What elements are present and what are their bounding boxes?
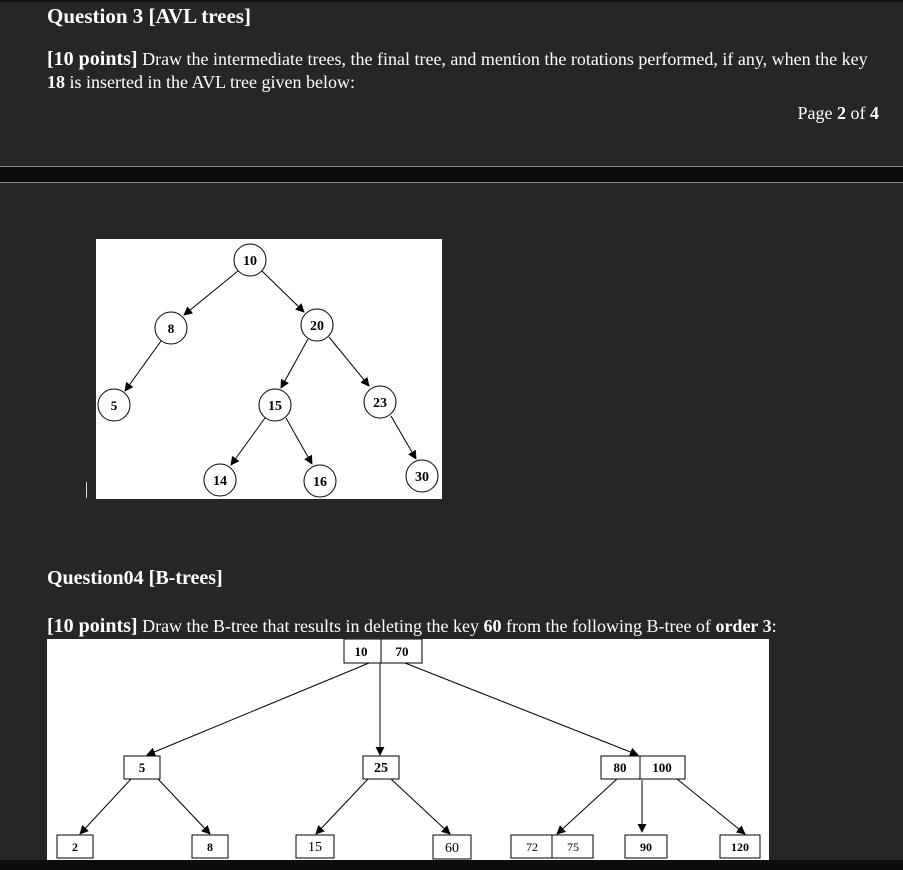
avl-tree-diagram bbox=[96, 239, 442, 499]
btree-key: 15 bbox=[308, 840, 322, 855]
bottom-bar bbox=[0, 860, 903, 870]
btree-edge-100-120 bbox=[677, 779, 745, 834]
btree-leaf-2 bbox=[57, 835, 93, 858]
avl-edge-15-16 bbox=[286, 418, 312, 464]
question4-text-part1: Draw the B-tree that results in deleting the key bbox=[137, 616, 484, 636]
btree-key: 5 bbox=[138, 760, 146, 775]
page-current: 2 bbox=[837, 103, 846, 123]
btree-figure bbox=[47, 639, 769, 860]
btree-edge-25-60 bbox=[391, 779, 450, 834]
btree-node-5 bbox=[124, 756, 160, 779]
btree-leaf-8 bbox=[192, 835, 228, 858]
btree-edge-root-5 bbox=[147, 663, 369, 755]
btree-key: 10 bbox=[354, 644, 368, 659]
btree-edge-80-72 bbox=[557, 779, 617, 834]
btree-key: 2 bbox=[72, 840, 78, 854]
avl-node-label: 20 bbox=[310, 319, 324, 334]
question4-text bbox=[47, 615, 777, 638]
top-border bbox=[0, 0, 903, 2]
question4-title: Question04 [B-trees] bbox=[47, 567, 223, 589]
avl-node-10 bbox=[234, 244, 266, 276]
btree-key: 100 bbox=[652, 760, 672, 775]
btree-key: 80 bbox=[613, 760, 627, 775]
question3-points: [10 points] bbox=[47, 48, 138, 70]
question4-text-part2: from the following B-tree of bbox=[501, 616, 716, 636]
btree-root-node bbox=[344, 639, 422, 663]
avl-node-label: 14 bbox=[213, 474, 227, 489]
question3-title: Question 3 [AVL trees] bbox=[47, 4, 251, 28]
btree-diagram bbox=[47, 639, 769, 860]
question4-order: order 3 bbox=[715, 616, 772, 636]
page-divider-bottom bbox=[0, 182, 903, 183]
page-prefix: Page bbox=[797, 103, 837, 123]
btree-leaf-90 bbox=[625, 835, 667, 858]
avl-node-label: 10 bbox=[243, 254, 257, 269]
avl-edge-10-8 bbox=[184, 271, 238, 315]
question3-text bbox=[47, 48, 877, 94]
avl-node-8 bbox=[155, 312, 187, 344]
btree-node-25 bbox=[363, 756, 399, 779]
btree-key: 72 bbox=[526, 840, 538, 854]
page-gap bbox=[0, 167, 903, 182]
page-indicator bbox=[798, 103, 880, 124]
avl-edge-15-14 bbox=[231, 418, 265, 465]
btree-edge-5-2 bbox=[80, 779, 131, 834]
avl-tree-figure bbox=[96, 239, 442, 499]
avl-node-label: 5 bbox=[110, 398, 118, 413]
question4-points: [10 points] bbox=[47, 615, 138, 637]
avl-node-23 bbox=[364, 386, 396, 418]
avl-node-label: 30 bbox=[415, 470, 429, 485]
page-total: 4 bbox=[870, 103, 879, 123]
avl-edge-23-30 bbox=[391, 416, 416, 459]
btree-key: 90 bbox=[640, 840, 652, 854]
btree-leaf-72-75 bbox=[511, 835, 593, 858]
question4-text-part3: : bbox=[771, 616, 777, 636]
btree-key: 60 bbox=[445, 841, 459, 856]
avl-node-14 bbox=[204, 464, 236, 496]
avl-node-30 bbox=[406, 460, 438, 492]
avl-node-label: 23 bbox=[373, 396, 387, 411]
btree-key: 75 bbox=[567, 840, 579, 854]
avl-edge-20-23 bbox=[329, 337, 369, 386]
avl-edge-20-15 bbox=[281, 339, 308, 388]
question3-text-part2: is inserted in the AVL tree given below: bbox=[65, 72, 355, 92]
avl-node-label: 15 bbox=[268, 399, 282, 414]
avl-node-20 bbox=[301, 309, 333, 341]
avl-node-label: 8 bbox=[167, 321, 175, 336]
btree-key: 120 bbox=[731, 840, 749, 854]
btree-leaf-60 bbox=[433, 835, 471, 859]
btree-edge-5-8 bbox=[158, 779, 210, 834]
question3-text-part1: Draw the intermediate trees, the final tree, and mention the rotations performed, if any, when the key bbox=[137, 49, 868, 69]
text-cursor bbox=[86, 482, 87, 498]
question3-key: 18 bbox=[47, 72, 65, 92]
btree-node-80-100 bbox=[601, 756, 685, 779]
avl-node-16 bbox=[304, 465, 336, 497]
question4-key: 60 bbox=[483, 616, 502, 636]
avl-node-15 bbox=[259, 389, 291, 421]
avl-edge-10-20 bbox=[262, 271, 304, 312]
btree-edge-root-80 bbox=[405, 663, 638, 755]
btree-edge-25-15 bbox=[316, 779, 368, 834]
btree-key: 8 bbox=[207, 840, 213, 854]
btree-key: 25 bbox=[374, 761, 388, 776]
avl-node-5 bbox=[98, 389, 130, 421]
btree-leaf-120 bbox=[720, 835, 760, 858]
btree-leaf-15 bbox=[296, 835, 334, 858]
avl-edge-8-5 bbox=[125, 341, 161, 391]
page-middle: of bbox=[846, 103, 870, 123]
btree-key: 70 bbox=[395, 644, 409, 659]
avl-node-label: 16 bbox=[313, 475, 327, 490]
